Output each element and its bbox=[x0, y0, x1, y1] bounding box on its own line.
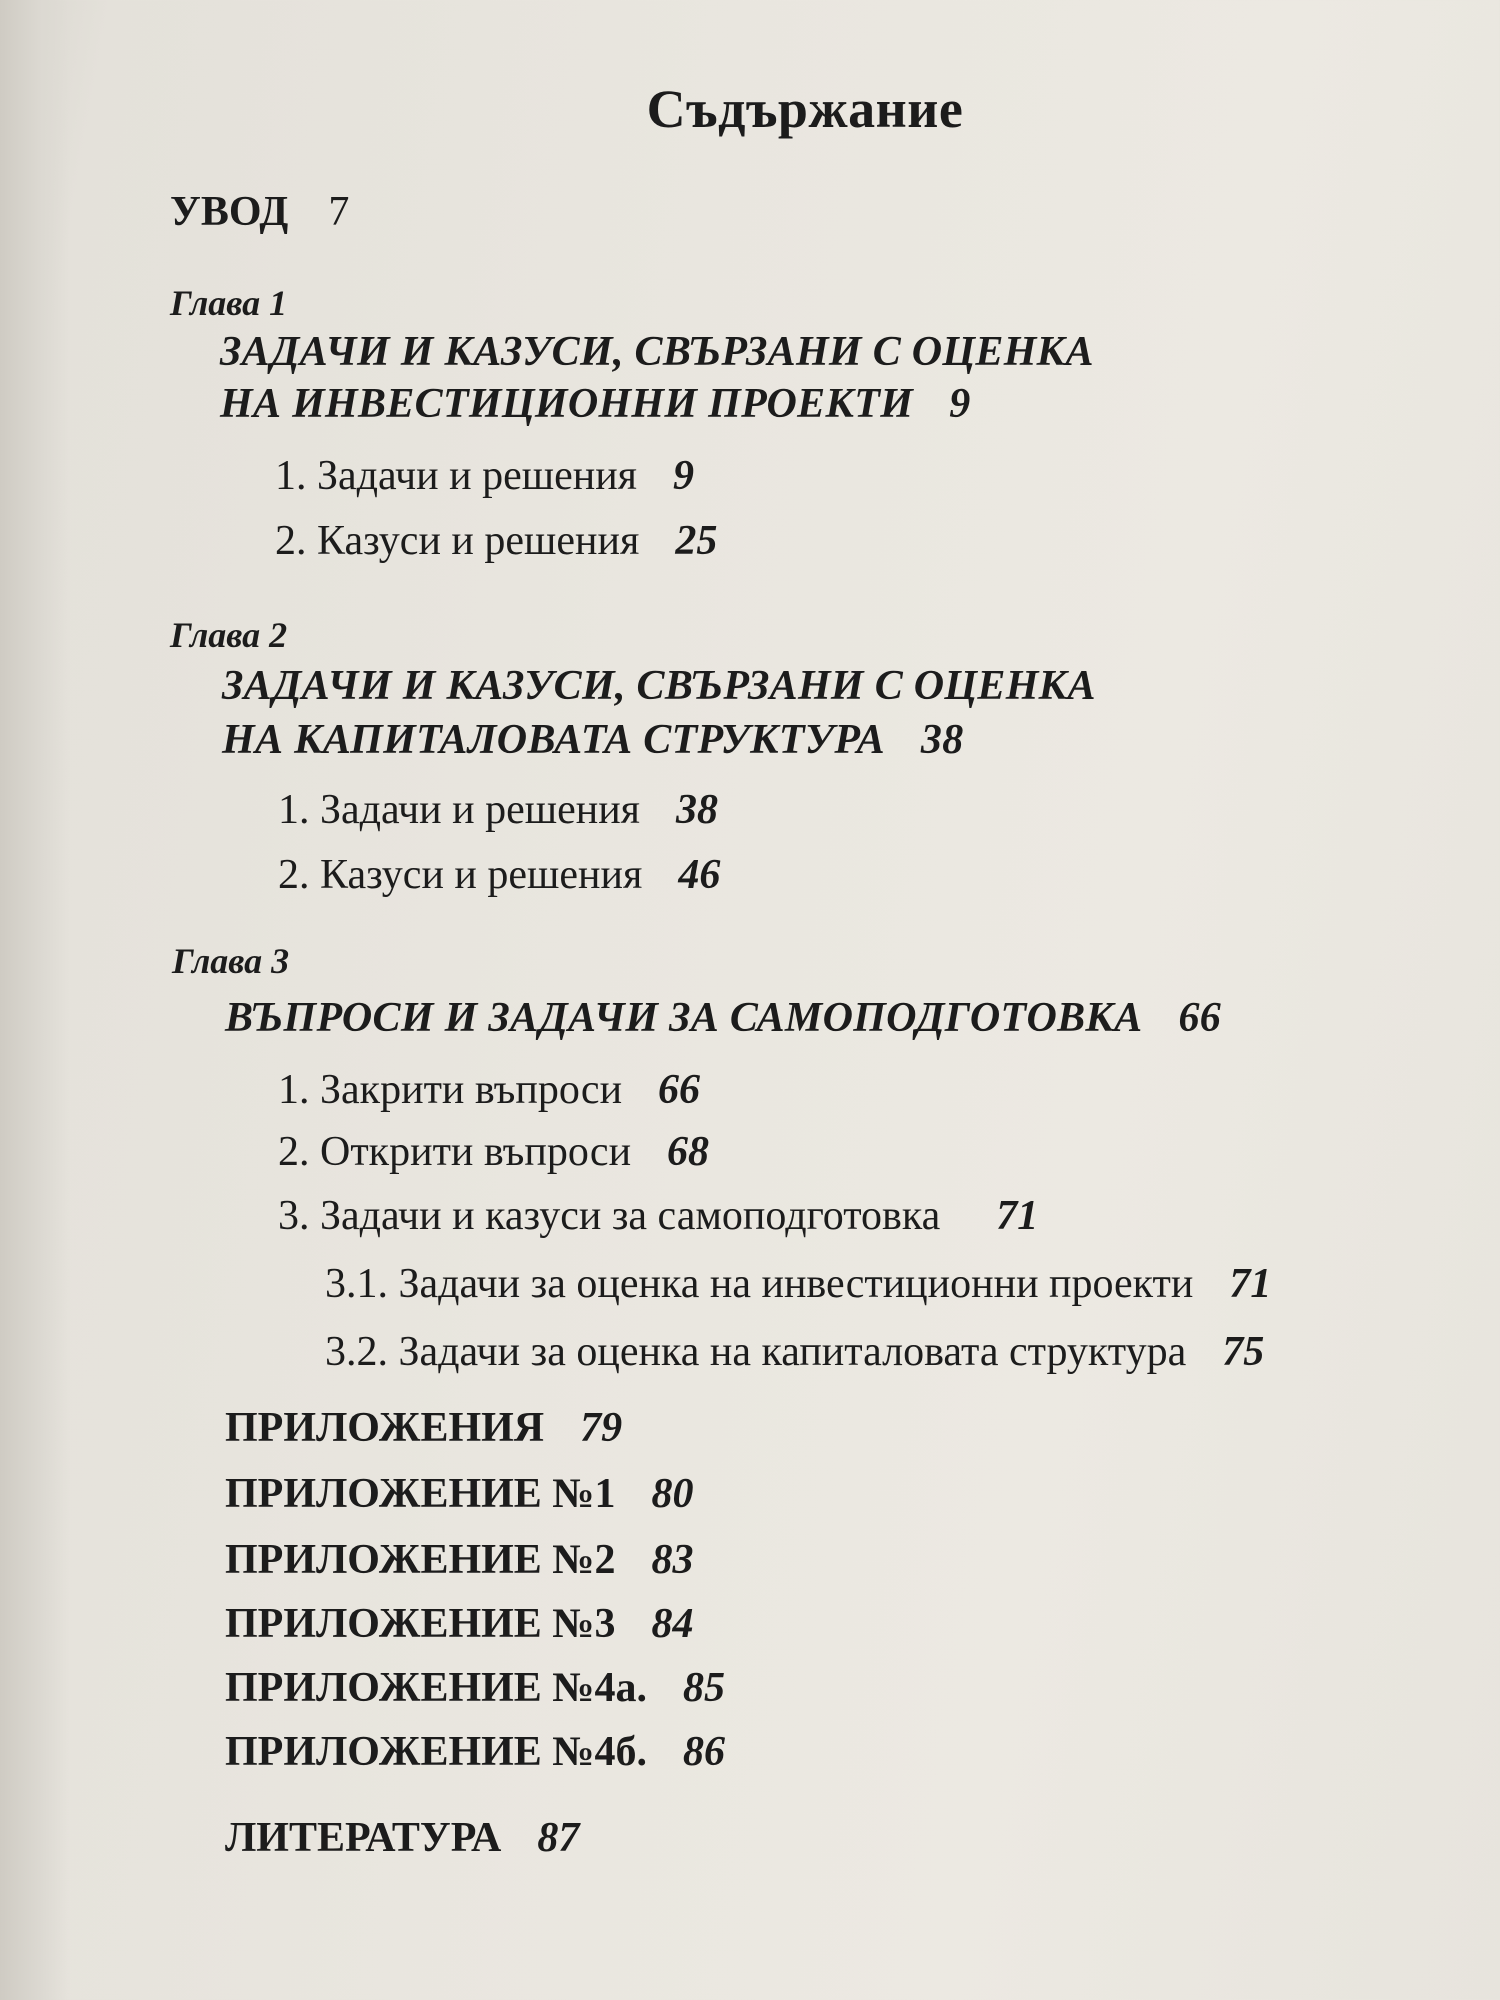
toc-entry-ch3-3-2 bbox=[325, 1328, 1264, 1376]
toc-page-number: 66 bbox=[658, 1067, 701, 1113]
toc-entry-appendix-4b bbox=[225, 1728, 725, 1776]
toc-entry-ch1-2 bbox=[275, 517, 717, 565]
toc-page-number: 46 bbox=[678, 852, 721, 898]
toc-entry-appendices bbox=[225, 1404, 622, 1452]
toc-page-number: 75 bbox=[1222, 1329, 1265, 1375]
toc-page-number: 71 bbox=[1229, 1261, 1272, 1307]
toc-entry-label: ПРИЛОЖЕНИЕ №2 bbox=[225, 1537, 616, 1583]
toc-page-number: 66 bbox=[1178, 995, 1222, 1041]
chapter-3-label: Глава 3 bbox=[172, 941, 290, 981]
toc-page-number: 85 bbox=[683, 1665, 726, 1711]
toc-entry-ch2-2 bbox=[278, 851, 720, 899]
toc-page-number: 83 bbox=[651, 1537, 694, 1583]
toc-entry-label: ПРИЛОЖЕНИЕ №3 bbox=[225, 1601, 616, 1647]
toc-entry-label: 2. Казуси и решения bbox=[275, 518, 640, 564]
toc-entry-label: ПРИЛОЖЕНИЯ bbox=[225, 1405, 545, 1451]
toc-entry-ch3-2 bbox=[278, 1128, 709, 1176]
toc-entry-label: ЛИТЕРАТУРА bbox=[225, 1815, 502, 1861]
toc-page-number: 9 bbox=[949, 381, 971, 427]
toc-page-number: 80 bbox=[651, 1471, 694, 1517]
chapter-1-label: Глава 1 bbox=[170, 283, 288, 323]
toc-page-number: 84 bbox=[651, 1601, 694, 1647]
toc-page-number: 68 bbox=[667, 1129, 710, 1175]
toc-entry-ch3-1 bbox=[278, 1066, 700, 1114]
chapter-heading-text: НА КАПИТАЛОВАТА СТРУКТУРА bbox=[222, 717, 885, 763]
toc-entry-label: 3. Задачи и казуси за самоподготовка bbox=[278, 1193, 941, 1239]
toc-page-number: 87 bbox=[537, 1815, 580, 1861]
toc-entry-ch2-1 bbox=[278, 786, 718, 834]
toc-entry-label: 1. Задачи и решения bbox=[278, 787, 640, 833]
toc-page-number: 9 bbox=[672, 453, 694, 499]
toc-entry-literature bbox=[225, 1814, 579, 1862]
chapter-2-label: Глава 2 bbox=[170, 615, 288, 655]
toc-entry-label: 1. Закрити въпроси bbox=[278, 1067, 623, 1113]
toc-entry-label: ПРИЛОЖЕНИЕ №4б. bbox=[225, 1729, 648, 1775]
toc-entry-appendix-4a bbox=[225, 1664, 725, 1712]
toc-entry-ch3-3-1 bbox=[325, 1260, 1271, 1308]
chapter-heading-text: НА ИНВЕСТИЦИОННИ ПРОЕКТИ bbox=[220, 381, 914, 427]
toc-page-number: 38 bbox=[675, 787, 718, 833]
toc-entry-label: УВОД bbox=[170, 189, 289, 235]
toc-entry-label: 2. Казуси и решения bbox=[278, 852, 643, 898]
toc-entry-label: ПРИЛОЖЕНИЕ №4а. bbox=[225, 1665, 648, 1711]
page-edge-shadow bbox=[0, 0, 70, 2000]
toc-page-number: 79 bbox=[580, 1405, 623, 1451]
chapter-heading-text: ВЪПРОСИ И ЗАДАЧИ ЗА САМОПОДГОТОВКА bbox=[225, 995, 1143, 1041]
chapter-2-heading-line1: ЗАДАЧИ И КАЗУСИ, СВЪРЗАНИ С ОЦЕНКА bbox=[222, 663, 1096, 709]
toc-entry-ch3-3 bbox=[278, 1192, 1038, 1240]
toc-entry-appendix-1 bbox=[225, 1470, 694, 1518]
toc-page-number: 38 bbox=[920, 717, 964, 763]
toc-entry-ch1-1 bbox=[275, 452, 694, 500]
toc-entry-label: 3.2. Задачи за оценка на капиталовата структура bbox=[325, 1329, 1187, 1375]
chapter-1-heading-line2 bbox=[220, 380, 971, 428]
toc-entry-label: ПРИЛОЖЕНИЕ №1 bbox=[225, 1471, 616, 1517]
toc-page-number: 25 bbox=[675, 518, 718, 564]
toc-entry-label: 1. Задачи и решения bbox=[275, 453, 637, 499]
toc-page-number: 7 bbox=[328, 189, 350, 235]
chapter-3-heading-line1 bbox=[225, 994, 1221, 1042]
toc-page-number: 86 bbox=[683, 1729, 726, 1775]
toc-entry-appendix-3 bbox=[225, 1600, 694, 1648]
page-title: Съдържание bbox=[646, 79, 964, 139]
chapter-2-heading-line2 bbox=[222, 716, 964, 764]
toc-entry-appendix-2 bbox=[225, 1536, 694, 1584]
toc-entry-label: 3.1. Задачи за оценка на инвестиционни проекти bbox=[325, 1261, 1194, 1307]
toc-entry-intro bbox=[170, 188, 349, 236]
toc-entry-label: 2. Открити въпроси bbox=[278, 1129, 632, 1175]
chapter-1-heading-line1: ЗАДАЧИ И КАЗУСИ, СВЪРЗАНИ С ОЦЕНКА bbox=[220, 329, 1094, 375]
toc-page-number: 71 bbox=[996, 1193, 1039, 1239]
